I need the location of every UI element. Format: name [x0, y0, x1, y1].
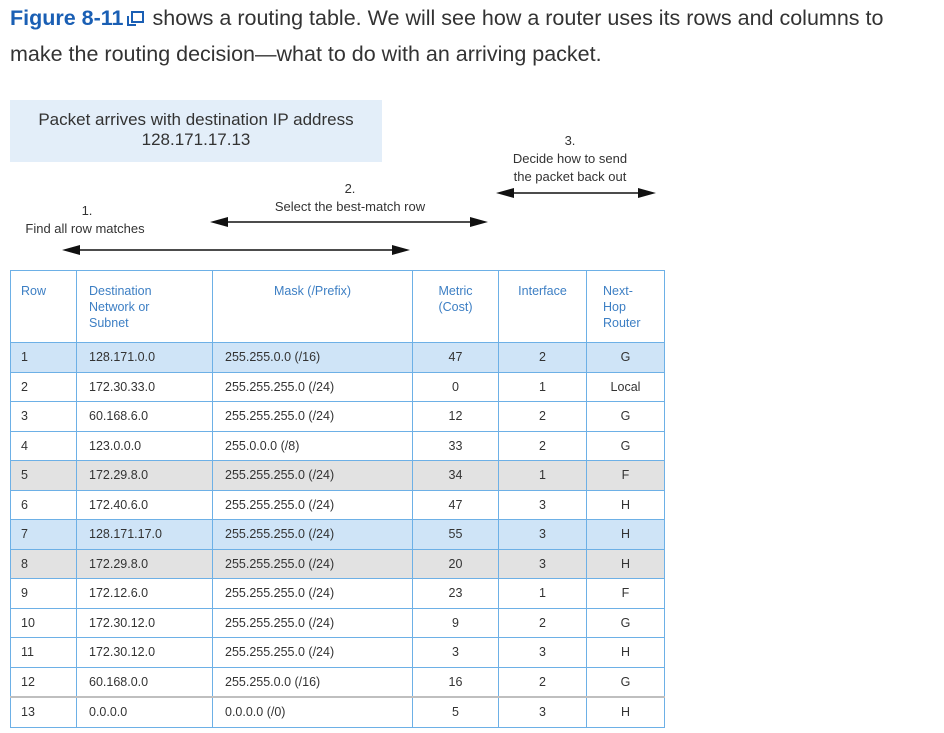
table-row — [11, 549, 665, 579]
cell-interface: 3 — [499, 490, 587, 520]
cell-interface: 2 — [499, 343, 587, 373]
table-row — [11, 490, 665, 520]
cell-mask: 255.255.0.0 (/16) — [213, 343, 413, 373]
step-3-label-line1: Decide how to send — [512, 151, 628, 166]
cell-mask: 255.255.255.0 (/24) — [213, 549, 413, 579]
cell-mask: 255.255.255.0 (/24) — [213, 579, 413, 609]
cell-row: 8 — [11, 549, 77, 579]
table-row — [11, 402, 665, 432]
header-row: Row — [11, 271, 77, 343]
cell-mask: 255.255.255.0 (/24) — [213, 490, 413, 520]
cell-destination: 172.30.33.0 — [77, 372, 213, 402]
cell-next-hop: G — [587, 402, 665, 432]
step-2-arrowhead-left — [210, 217, 228, 227]
header-interface: Interface — [499, 271, 587, 343]
table-row — [11, 697, 665, 727]
cell-metric: 5 — [413, 697, 499, 727]
figure-link[interactable]: Figure 8-11 — [10, 6, 147, 30]
cell-metric: 47 — [413, 343, 499, 373]
table-row — [11, 638, 665, 668]
table-header-row — [11, 271, 665, 343]
cell-next-hop: H — [587, 549, 665, 579]
cell-interface: 1 — [499, 372, 587, 402]
table-row — [11, 579, 665, 609]
cell-interface: 2 — [499, 402, 587, 432]
header-mask: Mask (/Prefix) — [213, 271, 413, 343]
cell-next-hop: F — [587, 461, 665, 491]
table-row — [11, 520, 665, 550]
step-1-label: Find all row matches — [25, 221, 145, 236]
step-3-arrowhead-left — [496, 188, 514, 198]
cell-mask: 255.255.255.0 (/24) — [213, 461, 413, 491]
cell-next-hop: Local — [587, 372, 665, 402]
cell-row: 1 — [11, 343, 77, 373]
cell-row: 4 — [11, 431, 77, 461]
header-next-hop: Next- Hop Router — [587, 271, 665, 343]
cell-next-hop: G — [587, 431, 665, 461]
cell-row: 5 — [11, 461, 77, 491]
cell-destination: 172.30.12.0 — [77, 638, 213, 668]
cell-row: 3 — [11, 402, 77, 432]
cell-metric: 3 — [413, 638, 499, 668]
cell-row: 12 — [11, 667, 77, 697]
step-3-number: 3. — [564, 133, 576, 148]
header-destination: Destination Network or Subnet — [77, 271, 213, 343]
cell-row: 6 — [11, 490, 77, 520]
cell-destination: 172.12.6.0 — [77, 579, 213, 609]
cell-destination: 60.168.6.0 — [77, 402, 213, 432]
cell-next-hop: H — [587, 697, 665, 727]
cell-next-hop: F — [587, 579, 665, 609]
cell-next-hop: G — [587, 608, 665, 638]
cell-destination: 123.0.0.0 — [77, 431, 213, 461]
cell-destination: 60.168.0.0 — [77, 667, 213, 697]
step-2-label: Select the best-match row — [274, 199, 426, 214]
packet-caption: Packet arrives with destination IP address — [38, 110, 354, 129]
cell-interface: 3 — [499, 549, 587, 579]
cell-row: 10 — [11, 608, 77, 638]
cell-mask: 255.255.255.0 (/24) — [213, 372, 413, 402]
cell-destination: 172.40.6.0 — [77, 490, 213, 520]
cell-interface: 3 — [499, 638, 587, 668]
cell-interface: 2 — [499, 608, 587, 638]
cell-destination: 172.29.8.0 — [77, 549, 213, 579]
step-1-arrowhead-left — [62, 245, 80, 255]
cell-next-hop: H — [587, 638, 665, 668]
cell-destination: 0.0.0.0 — [77, 697, 213, 727]
cell-row: 11 — [11, 638, 77, 668]
table-row — [11, 667, 665, 697]
cell-metric: 20 — [413, 549, 499, 579]
cell-metric: 23 — [413, 579, 499, 609]
cell-next-hop: G — [587, 667, 665, 697]
intro-text: shows a routing table. We will see how a router uses its rows and columns to make the routing decision—what to do with an arriving packet. — [10, 6, 884, 66]
cell-metric: 33 — [413, 431, 499, 461]
cell-destination: 128.171.0.0 — [77, 343, 213, 373]
cell-metric: 0 — [413, 372, 499, 402]
step-1-number: 1. — [81, 203, 93, 218]
cell-destination: 172.29.8.0 — [77, 461, 213, 491]
cell-interface: 1 — [499, 461, 587, 491]
table-row — [11, 461, 665, 491]
cell-next-hop: H — [587, 490, 665, 520]
cell-interface: 2 — [499, 431, 587, 461]
cell-metric: 34 — [413, 461, 499, 491]
cell-next-hop: G — [587, 343, 665, 373]
step-2-arrowhead-right — [470, 217, 488, 227]
cell-mask: 0.0.0.0 (/0) — [213, 697, 413, 727]
table-row — [11, 608, 665, 638]
table-row — [11, 431, 665, 461]
cell-interface: 2 — [499, 667, 587, 697]
cell-destination: 172.30.12.0 — [77, 608, 213, 638]
cell-mask: 255.255.255.0 (/24) — [213, 638, 413, 668]
cell-interface: 3 — [499, 520, 587, 550]
cell-row: 2 — [11, 372, 77, 402]
cell-next-hop: H — [587, 520, 665, 550]
table-row — [11, 372, 665, 402]
step-1-arrowhead-right — [392, 245, 410, 255]
cell-metric: 16 — [413, 667, 499, 697]
cell-metric: 55 — [413, 520, 499, 550]
cell-metric: 47 — [413, 490, 499, 520]
cell-metric: 12 — [413, 402, 499, 432]
cell-row: 7 — [11, 520, 77, 550]
cell-mask: 255.255.255.0 (/24) — [213, 520, 413, 550]
header-metric: Metric (Cost) — [413, 271, 499, 343]
cell-interface: 3 — [499, 697, 587, 727]
cell-metric: 9 — [413, 608, 499, 638]
step-2-number: 2. — [344, 181, 356, 196]
cell-destination: 128.171.17.0 — [77, 520, 213, 550]
table-row — [11, 343, 665, 373]
cell-mask: 255.255.255.0 (/24) — [213, 608, 413, 638]
step-3-label-line2: the packet back out — [513, 169, 627, 184]
cell-row: 9 — [11, 579, 77, 609]
step-3-arrowhead-right — [638, 188, 656, 198]
cell-mask: 255.255.0.0 (/16) — [213, 667, 413, 697]
packet-destination-ip: 128.171.17.13 — [141, 130, 251, 149]
cell-interface: 1 — [499, 579, 587, 609]
routing-table — [10, 270, 665, 728]
cell-row: 13 — [11, 697, 77, 727]
cell-mask: 255.0.0.0 (/8) — [213, 431, 413, 461]
cell-mask: 255.255.255.0 (/24) — [213, 402, 413, 432]
